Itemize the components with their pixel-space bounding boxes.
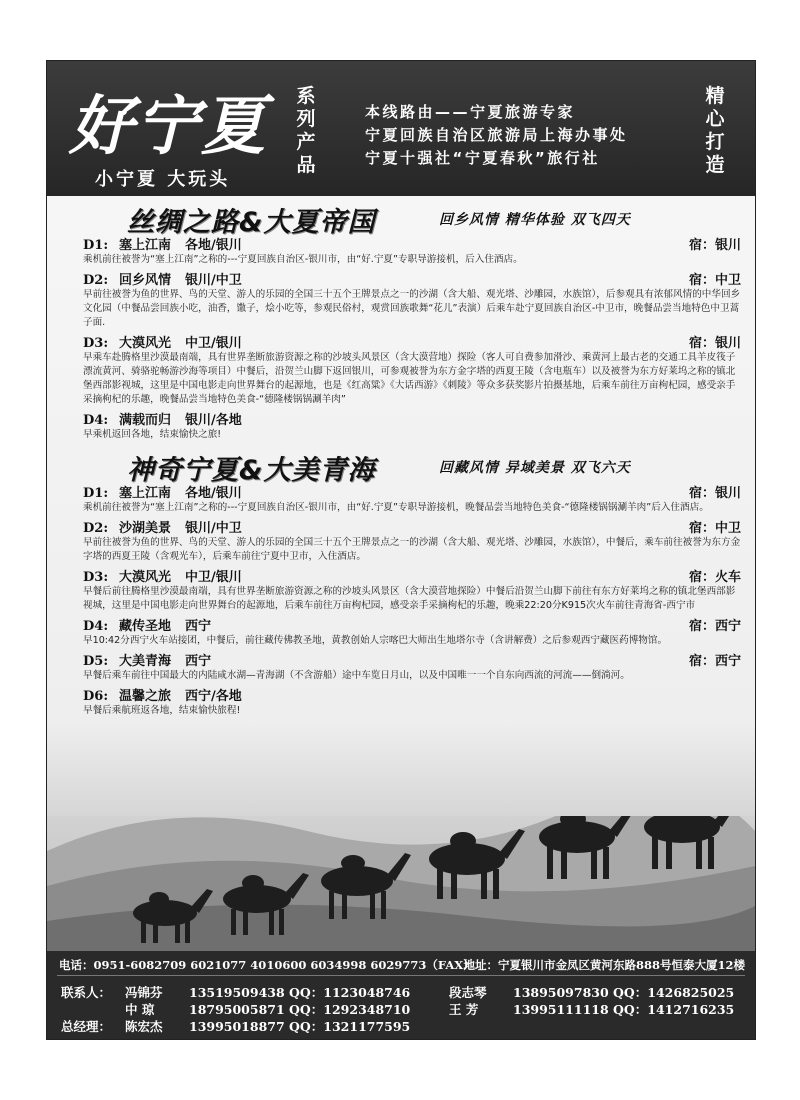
day-stay: 宿：中卫: [688, 273, 741, 288]
itinerary-content: [47, 196, 755, 816]
day-number: D3:: [83, 570, 109, 585]
phone-numbers: 电话：0951-6082709 6021077 4010600 6034998 6029773（FAX）: [59, 958, 475, 972]
day-header: [83, 332, 741, 351]
day-header: [83, 409, 741, 428]
day-stay: 宿：银川: [688, 336, 741, 351]
route-title: 神奇宁夏&大美青海: [127, 455, 376, 486]
day-number: D2:: [83, 273, 109, 288]
contact-mobile: 13995018877: [189, 1019, 285, 1034]
day-description: 乘机前往被誉为“塞上江南”之称的---宁夏回族自治区-银川市，由“好.宁夏”专职导游接机，晚餐品尝当地特色美食-“德隆楼锅锅涮羊肉”后入住酒店。: [83, 502, 709, 513]
contact-mobile: 13519509438: [189, 985, 285, 1000]
day-description: 乘机前往被誉为“塞上江南”之称的---宁夏回族自治区-银川市，由“好.宁夏”专职导游接机，后入住酒店。: [83, 254, 523, 265]
day-description: 早餐后乘车前往中国最大的内陆咸水湖—青海湖（不含游船）途中车览日月山，以及中国唯一一个自东向西流的河流——倒淌河。: [83, 670, 630, 681]
day-header: [83, 517, 741, 536]
contact-row: [61, 1000, 411, 1018]
crafted-label: 精心打造: [705, 85, 725, 176]
itinerary-day: [47, 332, 755, 407]
day-route: 西宁: [185, 654, 212, 669]
contact-qq: QQ：1123048746: [289, 985, 411, 1000]
day-number: D2:: [83, 521, 109, 536]
day-title: 塞上江南: [119, 238, 172, 253]
contact-role: 总经理：: [61, 1019, 112, 1034]
contact-row: [61, 1017, 411, 1035]
day-number: D1:: [83, 486, 109, 501]
contact-mobile: 13995111118: [513, 1002, 609, 1017]
day-route: 银川/各地: [185, 413, 242, 428]
route-silk-road: [47, 196, 755, 442]
day-header: [83, 234, 741, 253]
organizer-line: 宁夏回族自治区旅游局上海办事处: [365, 126, 628, 144]
day-title: 大漠风光: [119, 570, 172, 585]
itinerary-day: [47, 409, 755, 442]
day-route: 西宁/各地: [185, 689, 242, 704]
day-number: D4:: [83, 619, 109, 634]
itinerary-day: [47, 482, 755, 515]
contact-row: [449, 983, 735, 1001]
contact-name: 中 琼: [125, 1002, 155, 1017]
itinerary-day: [47, 517, 755, 564]
itinerary-day: [47, 566, 755, 613]
route-header: [47, 444, 755, 486]
day-title: 回乡风情: [119, 273, 172, 288]
day-stay: 宿：银川: [688, 486, 741, 501]
contact-name: 冯锦芬: [125, 985, 163, 1000]
day-header: [83, 685, 741, 704]
brand-logo-text: 好宁夏: [69, 89, 267, 164]
contact-qq: QQ：1412716235: [613, 1002, 735, 1017]
day-stay: 宿：银川: [688, 238, 741, 253]
day-route: 中卫/银川: [185, 570, 242, 585]
organizer-line: 本线路由——宁夏旅游专家: [365, 103, 576, 121]
day-title: 满载而归: [119, 413, 172, 428]
day-route: 各地/银川: [185, 238, 242, 253]
day-number: D5:: [83, 654, 109, 669]
contact-qq: QQ：1426825025: [613, 985, 735, 1000]
day-route: 中卫/银川: [185, 336, 242, 351]
day-description: 早餐后前往腾格里沙漠最南端，具有世界垄断旅游资源之称的沙坡头风景区（含大漠营地探险）中餐后沿贺兰山脚下前往有东方好莱坞之称的镇北堡西部影视城，这里是中国电影走向世界舞台的起源地，后乘车前往万亩枸杞园，感受亲手采摘枸杞的乐趣，晚乘22:20分K915次火车前往青海省-西宁市: [83, 586, 736, 611]
day-header: [83, 650, 741, 669]
route-header: [47, 196, 755, 238]
contact-role: 联系人：: [61, 985, 112, 1000]
day-description: 早乘车赴腾格里沙漠最南端，具有世界垄断旅游资源之称的沙坡头风景区（含大漠营地）探险（客人可自费参加滑沙、乘黄河上最古老的交通工具羊皮筏子漂流黄河、骑骆驼畅游沙海等项目）中餐后，沿贺兰山脚下返回银川，可参观被誉为东方金字塔的西夏王陵（含电瓶车）以及被誉为东方好莱坞之称的镇北堡西部影视城，这里是中国电影走向世界舞台的起源地，也是《红高粱》《大话西游》《刺陵》等众多获奖影片拍摄基地，后乘车前往万亩枸杞园，感受亲手采摘枸杞的乐趣，晚餐品尝当地特色美食-“德隆楼锅锅涮羊肉”: [83, 352, 736, 405]
itinerary-day: [47, 234, 755, 267]
day-title: 大美青海: [119, 654, 172, 669]
brand-slogan: 小宁夏 大玩头: [95, 169, 231, 190]
itinerary-day: [47, 650, 755, 683]
day-description: 早前往被誉为鱼的世界、鸟的天堂、游人的乐园的全国三十五个王牌景点之一的沙湖（含大船、观光塔、沙雕园，水族馆），后参观具有浓郁风情的中华回乡文化园（中餐品尝回族小吃，油香，馓子，烩小吃等，参观民俗村，观赏回族歌舞“花儿”表演）后乘车赴宁夏回族自治区-中卫市，晚餐品尝当地特色中卫蒿子面.: [83, 289, 741, 328]
header-band: [47, 61, 755, 196]
day-stay: 宿：西宁: [688, 654, 741, 669]
brand-logo: [69, 75, 267, 167]
series-product-label: 系列产品: [296, 85, 316, 176]
day-route: 各地/银川: [185, 486, 242, 501]
day-header: [83, 566, 741, 585]
day-number: D6:: [83, 689, 109, 704]
route-ningxia-qinghai: [47, 444, 755, 718]
contact-name: 段志琴: [449, 985, 487, 1000]
day-stay: 宿：中卫: [688, 521, 741, 536]
organizer-line: 宁夏十强社“宁夏春秋”旅行社: [365, 149, 600, 167]
day-number: D1:: [83, 238, 109, 253]
day-description: 早10:42分西宁火车站接团，中餐后，前往藏传佛教圣地，黄教创始人宗喀巴大师出生地塔尔寺（含讲解费）之后参观西宁藏医药博物馆。: [83, 635, 668, 646]
day-title: 沙湖美景: [119, 521, 172, 536]
travel-flyer: [46, 60, 756, 1040]
footer-divider: [57, 975, 745, 976]
contact-row: [449, 1000, 735, 1018]
day-title: 藏传圣地: [119, 619, 172, 634]
day-title: 大漠风光: [119, 336, 172, 351]
day-route: 银川/中卫: [185, 521, 242, 536]
day-description: 早前往被誉为鱼的世界、鸟的天堂、游人的乐园的全国三十五个王牌景点之一的沙湖（含大船、观光塔、沙雕园，水族馆），中餐后，乘车前往被誉为东方金字塔的西夏王陵（含观光车），后乘车前往宁夏中卫市，入住酒店。: [83, 537, 741, 562]
organizer-lines: [365, 101, 695, 170]
day-route: 西宁: [185, 619, 212, 634]
contact-mobile: 13895097830: [513, 985, 609, 1000]
day-stay: 宿：西宁: [688, 619, 741, 634]
contact-mobile: 18795005871: [189, 1002, 285, 1017]
day-route: 银川/中卫: [185, 273, 242, 288]
itinerary-day: [47, 615, 755, 648]
route-title: 丝绸之路&大夏帝国: [127, 207, 376, 238]
day-description: 早餐后乘航班返各地，结束愉快旅程!: [83, 705, 241, 716]
day-title: 塞上江南: [119, 486, 172, 501]
day-description: 早乘机返回各地，结束愉快之旅!: [83, 429, 222, 440]
contact-row: [61, 983, 411, 1001]
day-number: D4:: [83, 413, 109, 428]
office-address: 地址：宁夏银川市金凤区黄河东路888号恒泰大厦12楼: [463, 958, 745, 972]
contact-footer: [47, 951, 755, 1039]
day-header: [83, 269, 741, 288]
itinerary-day: [47, 685, 755, 718]
contact-name: 王 芳: [449, 1002, 479, 1017]
day-title: 温馨之旅: [119, 689, 172, 704]
day-stay: 宿：火车: [688, 570, 741, 585]
contact-qq: QQ：1321177595: [289, 1019, 411, 1034]
contact-qq: QQ：1292348710: [289, 1002, 411, 1017]
day-number: D3:: [83, 336, 109, 351]
day-header: [83, 482, 741, 501]
contact-name: 陈宏杰: [125, 1019, 163, 1034]
route-subtitle: 回藏风情 异域美景 双飞六天: [439, 460, 631, 476]
day-header: [83, 615, 741, 634]
itinerary-day: [47, 269, 755, 330]
route-subtitle: 回乡风情 精华体验 双飞四天: [439, 212, 631, 228]
